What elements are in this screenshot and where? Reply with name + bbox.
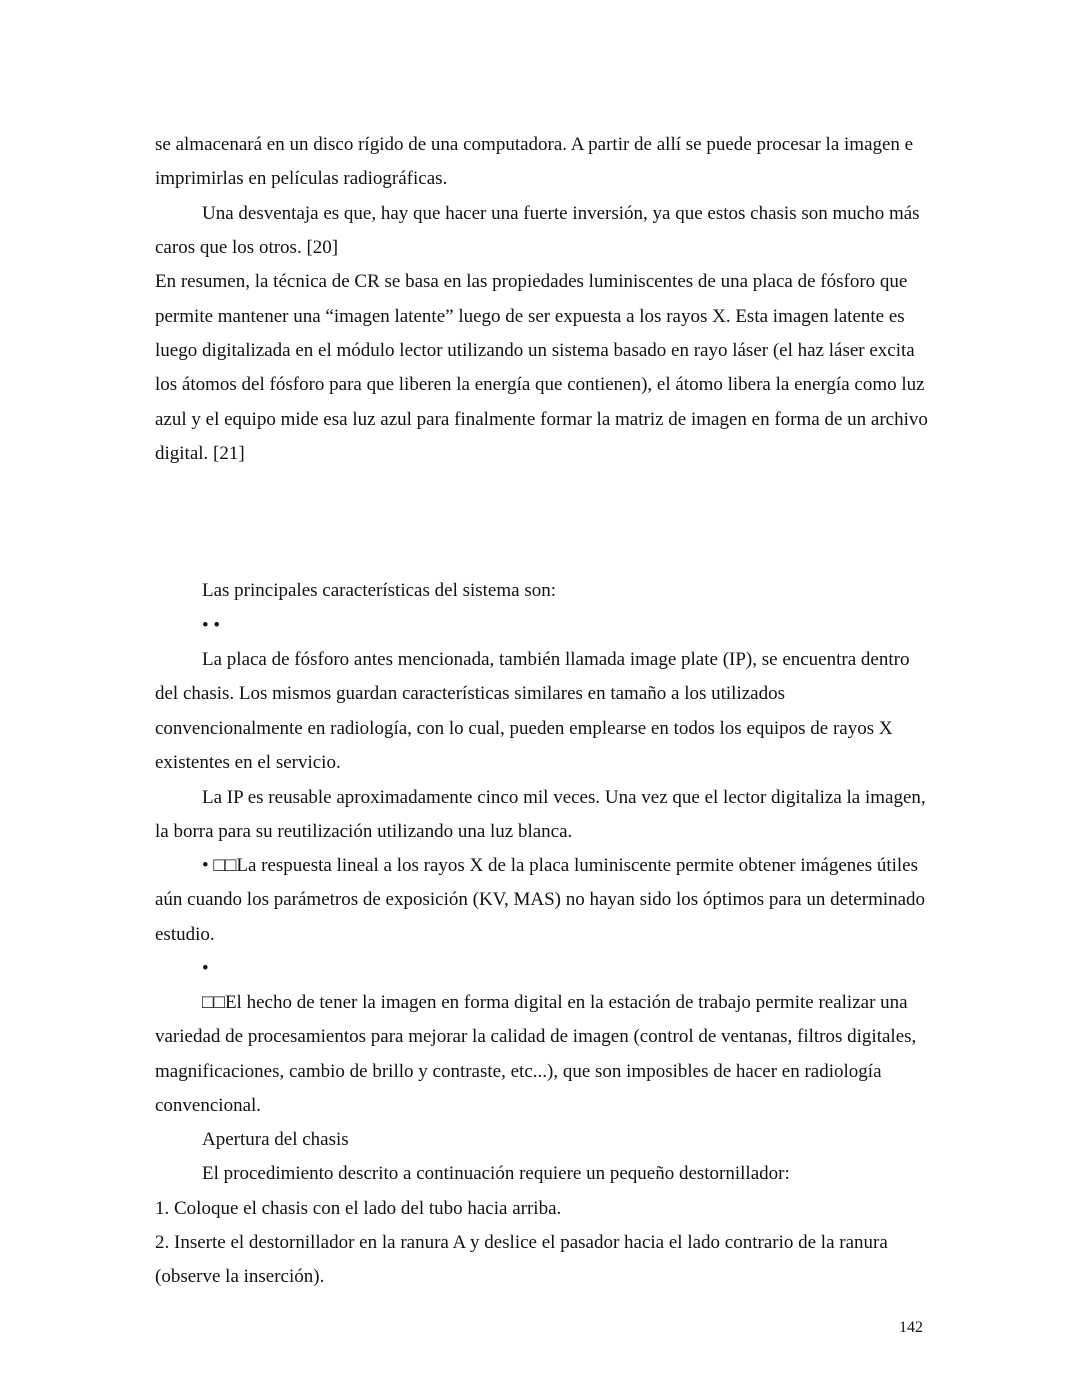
bullet-item: □□El hecho de tener la imagen en forma digital en la estación de trabajo permite realizar una — [202, 992, 908, 1013]
bullet-item: • □□La respuesta lineal a los rayos X de la placa luminiscente permite obtener imágenes útiles — [202, 855, 918, 876]
page-number: 142 — [899, 1319, 923, 1336]
text-line: (observe la inserción). — [155, 1266, 325, 1287]
text-line: convencional. — [155, 1095, 262, 1116]
text-line: se almacenará en un disco rígido de una computadora. A partir de allí se puede procesar la imagen e — [155, 134, 914, 155]
text-line: caros que los otros. [20] — [155, 237, 339, 258]
text-line: la borra para su reutilización utilizando una luz blanca. — [155, 821, 573, 842]
text-line: En resumen, la técnica de CR se basa en las propiedades luminiscentes de una placa de fósforo que — [155, 271, 908, 292]
numbered-step: 1. Coloque el chasis con el lado del tubo hacia arriba. — [155, 1198, 562, 1219]
numbered-step: 2. Inserte el destornillador en la ranura A y deslice el pasador hacia el lado contrario de la ranura — [155, 1232, 888, 1253]
text-line: permite mantener una “imagen latente” luego de ser expuesta a los rayos X. Esta imagen latente es — [155, 306, 905, 327]
bullet-mark: • — [202, 958, 209, 979]
text-line: La IP es reusable aproximadamente cinco mil veces. Una vez que el lector digitaliza la imagen, — [202, 787, 926, 808]
text-line: imprimirlas en películas radiográficas. — [155, 168, 448, 189]
section-heading: Apertura del chasis — [202, 1129, 349, 1150]
text-line: Una desventaja es que, hay que hacer una fuerte inversión, ya que estos chasis son mucho más — [202, 203, 920, 224]
text-line: variedad de procesamientos para mejorar la calidad de imagen (control de ventanas, filtros digitales, — [155, 1026, 917, 1047]
text-line: El procedimiento descrito a continuación requiere un pequeño destornillador: — [202, 1163, 790, 1184]
text-line: aún cuando los parámetros de exposición (KV, MAS) no hayan sido los óptimos para un determinado — [155, 889, 926, 910]
text-line: convencionalmente en radiología, con lo cual, pueden emplearse en todos los equipos de rayos X — [155, 718, 893, 739]
text-line: azul y el equipo mide esa luz azul para finalmente formar la matriz de imagen en forma de un archivo — [155, 409, 928, 430]
text-line: estudio. — [155, 924, 215, 945]
bullet-marks: • • — [202, 615, 221, 636]
text-line: existentes en el servicio. — [155, 752, 341, 773]
section-intro: Las principales características del sistema son: — [202, 580, 557, 601]
text-line: del chasis. Los mismos guardan características similares en tamaño a los utilizados — [155, 683, 785, 704]
text-line: La placa de fósforo antes mencionada, también llamada image plate (IP), se encuentra dentro — [202, 649, 910, 670]
text-line: magnificaciones, cambio de brillo y contraste, etc...), que son imposibles de hacer en radiología — [155, 1061, 882, 1082]
text-line: digital. [21] — [155, 443, 245, 464]
text-line: los átomos del fósforo para que liberen la energía que contienen), el átomo libera la energía como luz — [155, 374, 925, 395]
text-line: luego digitalizada en el módulo lector utilizando un sistema basado en rayo láser (el haz láser excita — [155, 340, 915, 361]
